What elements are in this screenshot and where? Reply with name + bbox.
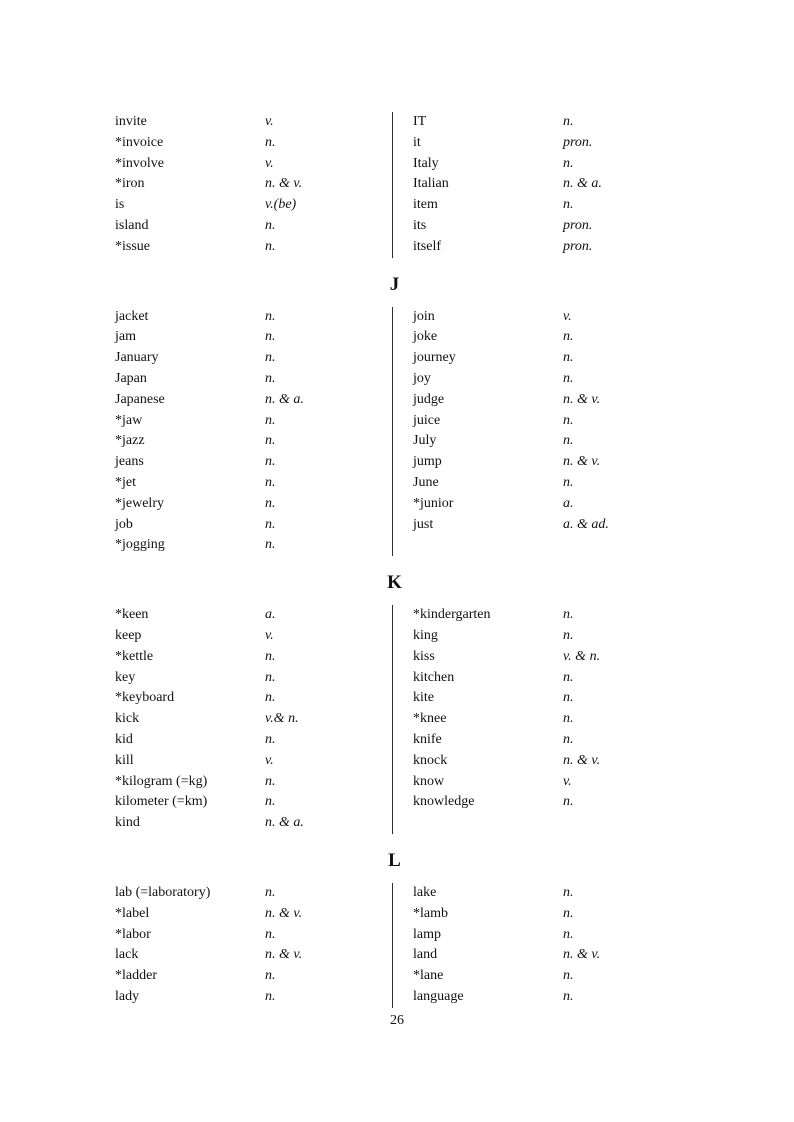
word-entry [413,883,700,904]
word-entry [413,647,700,668]
entry-word: island [115,217,149,233]
word-list [115,112,700,1008]
entry-word: Japan [115,370,147,386]
word-entry [115,515,392,536]
entry-word: Italian [413,176,449,192]
word-entry [115,112,392,133]
entry-word: king [413,627,438,643]
word-entry [115,647,392,668]
entry-word: *lane [413,968,444,984]
page-number: 26 [390,1013,404,1028]
section-header: K [387,572,402,594]
word-entry [413,987,700,1008]
entry-word: kite [413,690,434,706]
entry-pos: a. [265,607,276,623]
section-columns [115,883,700,1008]
word-section [115,272,700,557]
entry-pos: n. [563,155,574,171]
word-section [115,848,700,1008]
word-entry [115,348,392,369]
entry-word: *labor [115,926,151,942]
entry-pos: n. [265,350,276,366]
word-entry [115,709,392,730]
entry-pos: n. & a. [563,176,602,192]
entry-word: knife [413,731,442,747]
entry-pos: n. [563,968,574,984]
section-header: L [388,849,401,871]
word-entry [115,925,392,946]
entry-word: knowledge [413,794,475,810]
entry-pos: n. & v. [563,947,601,963]
entry-pos: n. [563,412,574,428]
entry-pos: n. [563,690,574,706]
column-left [115,307,392,557]
entry-word: just [413,516,434,532]
entry-word: jam [115,329,136,345]
entry-pos: n. & a. [265,391,304,407]
entry-word: *jaw [115,412,143,428]
word-entry [413,327,700,348]
entry-pos: n. [563,926,574,942]
word-entry [413,751,700,772]
word-entry [115,327,392,348]
entry-pos: v. & n. [563,648,601,664]
entry-pos: a. & ad. [563,516,609,532]
column-right [392,307,700,557]
entry-pos: n. [265,238,276,254]
word-entry [413,452,700,473]
entry-pos: n. [265,690,276,706]
entry-pos: n. [563,794,574,810]
word-entry [115,751,392,772]
word-entry [413,112,700,133]
word-section [115,112,700,258]
entry-pos: n. & v. [265,176,303,192]
entry-word: *jet [115,474,136,490]
entry-pos: n. [563,433,574,449]
entry-pos: n. [563,370,574,386]
entry-pos: n. [265,474,276,490]
word-entry [413,195,700,216]
word-entry [413,626,700,647]
entry-pos: v.& n. [265,711,299,727]
word-entry [115,772,392,793]
word-entry [413,494,700,515]
word-entry [115,605,392,626]
entry-word: invite [115,114,147,129]
word-entry [115,987,392,1008]
word-entry [115,904,392,925]
entry-word: *keyboard [115,690,175,706]
word-entry [413,307,700,328]
entry-word: lack [115,947,139,963]
entry-pos: n. [563,988,574,1004]
word-entry [413,966,700,987]
entry-word: IT [413,114,427,129]
entry-word: kilometer (=km) [115,794,208,810]
entry-word: jacket [115,308,149,324]
word-entry [115,688,392,709]
entry-word: lab (=laboratory) [115,884,211,900]
entry-pos: v. [265,627,274,643]
word-entry [115,945,392,966]
word-entry [115,535,392,556]
entry-pos: n. [265,308,276,324]
entry-pos: n. [563,731,574,747]
entry-pos: pron. [563,217,593,233]
word-entry [413,237,700,258]
entry-pos: n. [265,537,276,553]
entry-word: *issue [115,238,150,254]
entry-word: Italy [413,155,439,171]
entry-word: *keen [115,607,149,623]
word-entry [115,452,392,473]
column-right [392,112,700,258]
word-section [115,570,700,834]
entry-word: *knee [413,711,447,727]
word-entry [413,945,700,966]
entry-pos: n. [265,648,276,664]
entry-word: *invoice [115,134,164,150]
entry-word: key [115,669,136,685]
column-right [392,883,700,1008]
word-entry [115,390,392,411]
word-entry [413,730,700,751]
entry-pos: n. & v. [265,905,303,921]
word-entry [115,473,392,494]
entry-pos: n. [563,669,574,685]
word-entry [115,626,392,647]
entry-pos: n. [563,711,574,727]
entry-word: Japanese [115,391,165,407]
entry-pos: a. [563,495,574,511]
entry-pos: n. & v. [563,391,601,407]
word-entry [115,237,392,258]
entry-word: July [413,433,437,449]
entry-pos: n. [265,968,276,984]
entry-pos: n. [265,370,276,386]
entry-word: lady [115,988,140,1004]
entry-pos: n. [265,773,276,789]
entry-pos: n. [265,134,276,150]
entry-word: journey [413,350,456,366]
entry-pos: n. [265,669,276,685]
entry-pos: n. [265,495,276,511]
entry-word: lamp [413,926,441,942]
entry-pos: n. [265,217,276,233]
word-entry [115,730,392,751]
entry-word: joy [413,370,431,386]
entry-word: *involve [115,155,164,171]
entry-word: jump [413,454,442,470]
entry-word: kick [115,711,140,727]
entry-word: June [413,474,439,490]
section-columns [115,605,700,834]
entry-pos: v.(be) [265,197,297,213]
entry-word: itself [413,238,441,254]
entry-pos: n. [563,329,574,345]
column-right [392,605,700,834]
entry-pos: n. [563,197,574,213]
word-entry [413,216,700,237]
entry-pos: n. [563,905,574,921]
word-entry [115,431,392,452]
entry-word: kitchen [413,669,455,685]
word-entry [115,966,392,987]
entry-pos: n. [265,926,276,942]
word-entry [413,709,700,730]
column-left [115,605,392,834]
entry-pos: n. [563,884,574,900]
entry-word: land [413,947,438,963]
word-entry [413,515,700,536]
entry-word: jeans [115,454,144,470]
entry-pos: n. [265,988,276,1004]
section-header: J [389,273,400,295]
word-entry [413,133,700,154]
word-entry [115,813,392,834]
word-entry [115,195,392,216]
word-entry [413,154,700,175]
word-entry [115,216,392,237]
word-entry [413,348,700,369]
entry-pos: v. [265,752,274,768]
word-entry [115,883,392,904]
word-entry [413,772,700,793]
word-entry [413,688,700,709]
entry-word: *iron [115,176,145,192]
entry-word: item [413,197,438,213]
entry-word: lake [413,884,437,900]
entry-word: job [115,516,133,532]
entry-pos: n. [563,607,574,623]
entry-word: kind [115,815,140,831]
entry-pos: n. [265,794,276,810]
entry-word: its [413,217,427,233]
entry-word: *label [115,905,150,921]
column-left [115,883,392,1008]
entry-pos: n. [265,433,276,449]
section-columns [115,307,700,557]
word-entry [413,390,700,411]
entry-pos: v. [265,155,274,171]
entry-pos: n. [563,474,574,490]
entry-word: is [115,197,125,213]
word-entry [115,154,392,175]
entry-word: join [413,308,435,324]
entry-pos: v. [265,114,274,129]
word-entry [115,369,392,390]
entry-word: *jogging [115,537,165,553]
entry-word: *junior [413,495,454,511]
word-entry [413,369,700,390]
entry-pos: pron. [563,134,593,150]
entry-pos: n. & v. [563,752,601,768]
entry-word: keep [115,627,142,643]
entry-word: kill [115,752,134,768]
entry-pos: n. & v. [265,947,303,963]
entry-word: knock [413,752,448,768]
section-columns [115,112,700,258]
word-entry [413,605,700,626]
word-entry [115,668,392,689]
entry-pos: n. [265,412,276,428]
word-entry [115,174,392,195]
entry-word: *jazz [115,433,145,449]
word-entry [413,792,700,813]
entry-pos: n. [563,350,574,366]
entry-word: kiss [413,648,435,664]
entry-word: it [413,134,421,150]
entry-pos: n. [265,454,276,470]
word-entry [413,473,700,494]
entry-word: *lamb [413,905,448,921]
entry-word: juice [413,412,441,428]
entry-word: January [115,350,159,366]
entry-pos: n. [563,627,574,643]
word-entry [115,133,392,154]
entry-word: *ladder [115,968,157,984]
entry-pos: n. [563,114,574,129]
word-entry [115,307,392,328]
word-entry [115,411,392,432]
entry-pos: n. [265,329,276,345]
word-entry [413,174,700,195]
word-entry [413,411,700,432]
word-entry [413,431,700,452]
word-entry [413,668,700,689]
entry-word: kid [115,731,133,747]
entry-word: *jewelry [115,495,164,511]
entry-word: *kilogram (=kg) [115,773,208,789]
entry-pos: n. [265,884,276,900]
entry-pos: pron. [563,238,593,254]
entry-word: *kettle [115,648,154,664]
entry-pos: n. [265,516,276,532]
entry-pos: v. [563,308,572,324]
entry-word: joke [413,329,438,345]
entry-word: know [413,773,445,789]
word-entry [115,792,392,813]
entry-pos: v. [563,773,572,789]
word-entry [413,925,700,946]
column-left [115,112,392,258]
word-entry [413,904,700,925]
entry-pos: n. & v. [563,454,601,470]
entry-pos: n. [265,731,276,747]
entry-pos: n. & a. [265,815,304,831]
word-entry [115,494,392,515]
entry-word: *kindergarten [413,607,491,623]
entry-word: language [413,988,464,1004]
entry-word: judge [413,391,445,407]
